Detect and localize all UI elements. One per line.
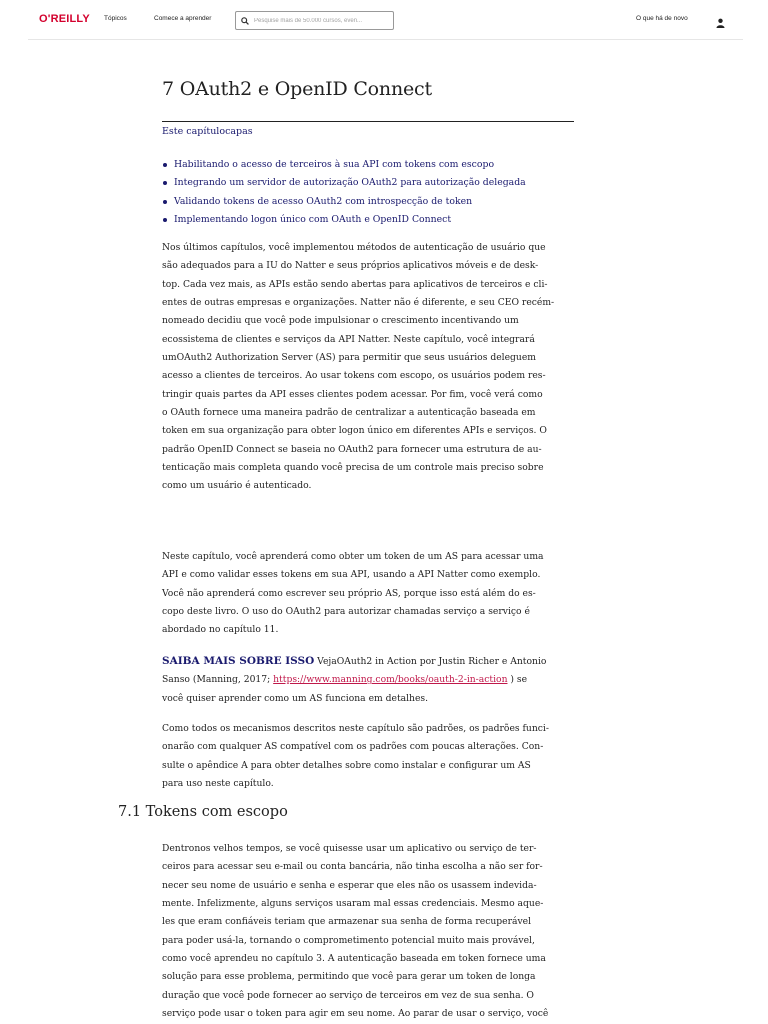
learn-more-text: Sanso (Manning, 2017; (162, 674, 274, 686)
paragraph-line: tenticação mais completa quando você precisa de um controle mais preciso sobre (162, 462, 544, 474)
nav-whats-new-link[interactable]: O que há de novo (636, 15, 688, 22)
paragraph-line: token em sua organização para obter logon único em diferentes APIs e serviços. O (162, 425, 547, 437)
paragraph-line: serviço pode usar o token para agir em seu nome. Ao parar de usar o serviço, você (162, 1008, 549, 1020)
learn-more-text: ) se (507, 674, 528, 686)
paragraph-line: como um usuário é autenticado. (162, 480, 312, 492)
learn-more-callout (162, 652, 574, 708)
search-input[interactable] (254, 15, 389, 27)
paragraph-line (162, 652, 574, 671)
paragraph-line: solução para esse problema, permitindo que você para gerar um token de longa (162, 971, 536, 983)
paragraph-line: são adequados para a IU do Natter e seus próprios aplicativos móveis e de desk- (162, 260, 539, 272)
paragraph-line: Dentronos velhos tempos, se você quisesse usar um aplicativo ou serviço de ter- (162, 843, 537, 854)
standards-paragraph (162, 720, 574, 793)
paragraph-line: padrão OpenID Connect se baseia no OAuth2 para fornecer uma estrutura de au- (162, 443, 542, 455)
paragraph-line: entes de outras empresas e organizações. Natter não é diferente, e seu CEO recém- (162, 297, 555, 309)
paragraph-line: ecossistema de clientes e serviços da API Natter. Neste capítulo, você integrará (162, 333, 535, 345)
paragraph-line: para poder usá-la, tornando o comprometimento potencial muito mais provável, (162, 934, 535, 946)
paragraph-line: copo deste livro. O uso do OAuth2 para autorizar chamadas serviço a serviço é (162, 606, 530, 618)
scoped-tokens-paragraph (162, 840, 574, 1023)
paragraph-line: duração que você pode fornecer ao serviço de terceiros em vez de sua senha. O (162, 989, 534, 1001)
oreilly-logo[interactable]: O'REILLY (39, 13, 90, 25)
paragraph-line: abordado no capítulo 11. (162, 624, 279, 636)
paragraph-line: acesso a clientes de terceiros. Ao usar tokens com escopo, os usuários podem res- (162, 370, 546, 382)
chapter-covers-list (162, 156, 526, 229)
chapter-title: 7 OAuth2 e OpenID Connect (162, 78, 432, 100)
paragraph-line: o OAuth fornece uma maneira padrão de centralizar a autenticação baseada em (162, 407, 536, 419)
paragraph-line: API e como validar esses tokens em sua API, usando a API Natter como exemplo. (162, 569, 541, 581)
paragraph-line: ceiros para acessar seu e-mail ou conta bancária, não tinha escolha a não ser for- (162, 861, 543, 873)
user-account-icon[interactable] (716, 15, 725, 25)
paragraph-line: Como todos os mecanismos descritos neste capítulo são padrões, os padrões funci- (162, 723, 549, 734)
intro-paragraph (162, 239, 574, 496)
covers-list-item: Integrando um servidor de autorização OAuth2 para autorização delegada (162, 174, 526, 192)
paragraph-line: top. Cada vez mais, as APIs estão sendo abertas para aplicativos de terceiros e cli- (162, 278, 548, 290)
paragraph-line: umOAuth2 Authorization Server (AS) para permitir que seus usuários deleguem (162, 352, 536, 364)
covers-list-item: Implementando logon único com OAuth e OpenID Connect (162, 211, 526, 229)
paragraph-line: sulte o apêndice A para obter detalhes sobre como instalar e configurar um AS (162, 759, 531, 771)
paragraph-line: Nos últimos capítulos, você implementou métodos de autenticação de usuário que (162, 242, 546, 253)
learn-more-text: VejaOAuth2 in Action por Justin Richer e Antonio (314, 656, 547, 667)
paragraph-line: Neste capítulo, você aprenderá como obter um token de um AS para acessar uma (162, 551, 544, 562)
paragraph-line: nomeado decidiu que você pode impulsionar o crescimento incentivando um (162, 315, 519, 327)
paragraph-line: para uso neste capítulo. (162, 778, 274, 790)
chapter-covers-label: Este capítulocapas (162, 126, 253, 137)
paragraph-line: les que eram confiáveis teriam que armazenar sua senha de forma recuperável (162, 916, 532, 928)
nav-start-learning-link[interactable]: Comece a aprender (154, 15, 212, 22)
nav-topics-link[interactable]: Tópicos (104, 15, 127, 22)
covers-list-item: Habilitando o acesso de terceiros à sua API com tokens com escopo (162, 156, 526, 174)
title-divider (162, 121, 574, 122)
paragraph-line (162, 671, 574, 689)
top-navigation (28, 0, 743, 40)
section-heading: 7.1 Tokens com escopo (118, 804, 288, 820)
paragraph-line: você quiser aprender como um AS funciona em detalhes. (162, 692, 429, 704)
search-icon (241, 16, 250, 25)
chapter-scope-paragraph (162, 548, 574, 640)
paragraph-line: Você não aprenderá como escrever seu próprio AS, porque isso está além do es- (162, 587, 536, 599)
learn-more-label: SAIBA MAIS SOBRE ISSO (162, 655, 315, 667)
paragraph-line: onarão com qualquer AS compatível com os padrões com poucas alterações. Con- (162, 741, 544, 753)
paragraph-line: tringir quais partes da API esses clientes podem acessar. Por fim, você verá como (162, 388, 543, 400)
search-box[interactable] (235, 11, 394, 30)
paragraph-line: como você aprendeu no capítulo 3. A autenticação baseada em token fornece uma (162, 953, 546, 965)
paragraph-line: necer seu nome de usuário e senha e esperar que eles não os usassem indevida- (162, 879, 537, 891)
covers-list-item: Validando tokens de acesso OAuth2 com introspecção de token (162, 193, 526, 211)
manning-book-link[interactable]: https://www.manning.com/books/oauth-2-in-action (273, 674, 508, 686)
paragraph-line: mente. Infelizmente, alguns serviços usaram mal essas credenciais. Mesmo aque- (162, 898, 544, 910)
